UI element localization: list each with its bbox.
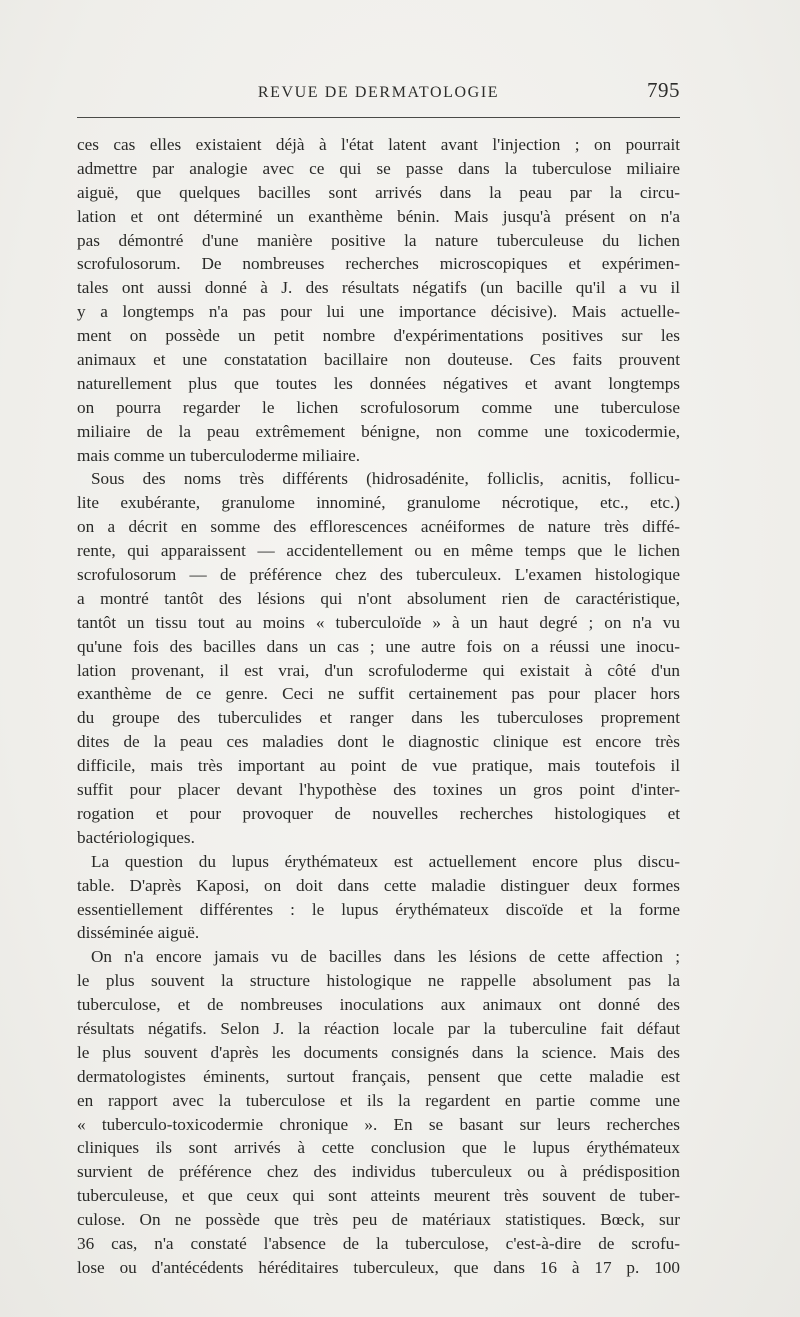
text-line: tuberculeuse, et que ceux qui sont atteints meurent très souvent de tuber- bbox=[77, 1186, 680, 1206]
text-line: exanthème de ce genre. Ceci ne suffit certainement pas pour placer hors bbox=[77, 684, 680, 704]
text-line: tuberculose, et de nombreuses inoculations aux animaux ont donné des bbox=[77, 995, 680, 1015]
text-line: survient de préférence chez des individus tuberculeux ou à prédisposition bbox=[77, 1162, 680, 1182]
paragraph-end-line: disséminée aiguë. bbox=[77, 923, 200, 943]
text-line: animaux et une constatation bacillaire non douteuse. Ces faits prouvent bbox=[77, 350, 680, 370]
paragraph-end-line: bactériologiques. bbox=[77, 827, 195, 847]
journal-title: REVUE DE DERMATOLOGIE bbox=[257, 84, 500, 101]
text-line: a montré tantôt des lésions qui n'ont absolument rien de caractéristique, bbox=[77, 588, 680, 608]
text-line: on pourra regarder le lichen scrofulosorum comme une tuberculose bbox=[77, 397, 680, 417]
text-line: « tuberculo-toxicodermie chronique ». En se basant sur leurs recherches bbox=[77, 1114, 680, 1134]
text-line: table. D'après Kaposi, on doit dans cette maladie distinguer deux formes bbox=[77, 875, 680, 895]
text-line: dites de la peau ces maladies dont le diagnostic clinique est encore très bbox=[77, 732, 680, 752]
text-line: ces cas elles existaient déjà à l'état latent avant l'injection ; on pourrait bbox=[77, 135, 680, 154]
body-text bbox=[77, 133, 680, 1280]
text-line: essentiellement différentes : le lupus érythémateux discoïde et la forme bbox=[77, 899, 680, 919]
text-line: cliniques ils sont arrivés à cette conclusion que le lupus érythémateux bbox=[77, 1138, 680, 1158]
paragraph-start-line: Sous des noms très différents (hidrosadénite, folliclis, acnitis, follicu- bbox=[91, 469, 680, 489]
text-line: rente, qui apparaissent — accidentellement ou en même temps que le lichen bbox=[77, 541, 680, 561]
text-line: admettre par analogie avec ce qui se passe dans la tuberculose miliaire bbox=[77, 158, 680, 178]
text-line: 36 cas, n'a constaté l'absence de la tuberculose, c'est-à-dire de scrofu- bbox=[77, 1233, 680, 1253]
text-line: pas démontré d'une manière positive la nature tuberculeuse du lichen bbox=[77, 230, 680, 250]
paragraph-start-line: On n'a encore jamais vu de bacilles dans les lésions de cette affection ; bbox=[91, 947, 680, 967]
paragraph-end-line: mais comme un tuberculoderme miliaire. bbox=[77, 445, 361, 465]
text-line: lose ou d'antécédents héréditaires tuberculeux, que dans 16 à 17 p. 100 bbox=[77, 1257, 680, 1277]
text-line: naturellement plus que toutes les données négatives et avant longtemps bbox=[77, 373, 680, 393]
text-line: on a décrit en somme des efflorescences acnéiformes de nature très diffé- bbox=[77, 517, 680, 537]
text-line: ment on possède un petit nombre d'expérimentations positives sur les bbox=[77, 326, 680, 346]
text-line: tantôt un tissu tout au moins « tuberculoïde » à un haut degré ; on n'a vu bbox=[77, 612, 680, 632]
text-line: du groupe des tuberculides et ranger dans les tuberculoses proprement bbox=[77, 708, 680, 728]
text-line: suffit pour placer devant l'hypothèse des toxines un gros point d'inter- bbox=[77, 780, 680, 800]
running-head bbox=[77, 78, 680, 110]
text-line: difficile, mais très important au point de vue pratique, mais toutefois il bbox=[77, 756, 680, 776]
text-line: le plus souvent la structure histologique ne rappelle absolument pas la bbox=[77, 971, 680, 991]
text-line: résultats négatifs. Selon J. la réaction locale par la tuberculine fait défaut bbox=[77, 1018, 680, 1038]
text-line: lite exubérante, granulome innominé, granulome nécrotique, etc., etc.) bbox=[77, 493, 680, 513]
text-line: y a longtemps n'a pas pour lui une importance décisive). Mais actuelle- bbox=[77, 302, 680, 322]
paragraph-start-line: La question du lupus érythémateux est actuellement encore plus discu- bbox=[91, 851, 680, 871]
text-line: rogation et pour provoquer de nouvelles recherches histologiques et bbox=[77, 803, 680, 823]
text-line: aiguë, que quelques bacilles sont arrivés dans la peau par la circu- bbox=[77, 182, 680, 202]
text-line: en rapport avec la tuberculose et ils la regardent en partie comme une bbox=[77, 1090, 680, 1110]
text-line: scrofulosorum. De nombreuses recherches microscopiques et expérimen- bbox=[77, 254, 680, 274]
text-line: lation et ont déterminé un exanthème bénin. Mais jusqu'à présent on n'a bbox=[77, 206, 680, 226]
text-line: le plus souvent d'après les documents consignés dans la science. Mais des bbox=[77, 1042, 680, 1062]
header-rule bbox=[77, 117, 680, 118]
text-line: culose. On ne possède que très peu de matériaux statistiques. Bœck, sur bbox=[77, 1210, 680, 1230]
text-line: miliaire de la peau extrêmement bénigne, non comme une toxicodermie, bbox=[77, 421, 680, 441]
text-line: dermatologistes éminents, surtout français, pensent que cette maladie est bbox=[77, 1066, 680, 1086]
text-line: lation provenant, il est vrai, d'un scrofuloderme qui existait à côté d'un bbox=[77, 660, 680, 680]
text-line: qu'une fois des bacilles dans un cas ; une autre fois on a réussi une inocu- bbox=[77, 636, 680, 656]
text-line: tales ont aussi donné à J. des résultats négatifs (un bacille qu'il a vu il bbox=[77, 278, 680, 298]
page-number: 795 bbox=[647, 78, 680, 102]
text-line: scrofulosorum — de préférence chez des tuberculeux. L'examen histologique bbox=[77, 565, 680, 585]
